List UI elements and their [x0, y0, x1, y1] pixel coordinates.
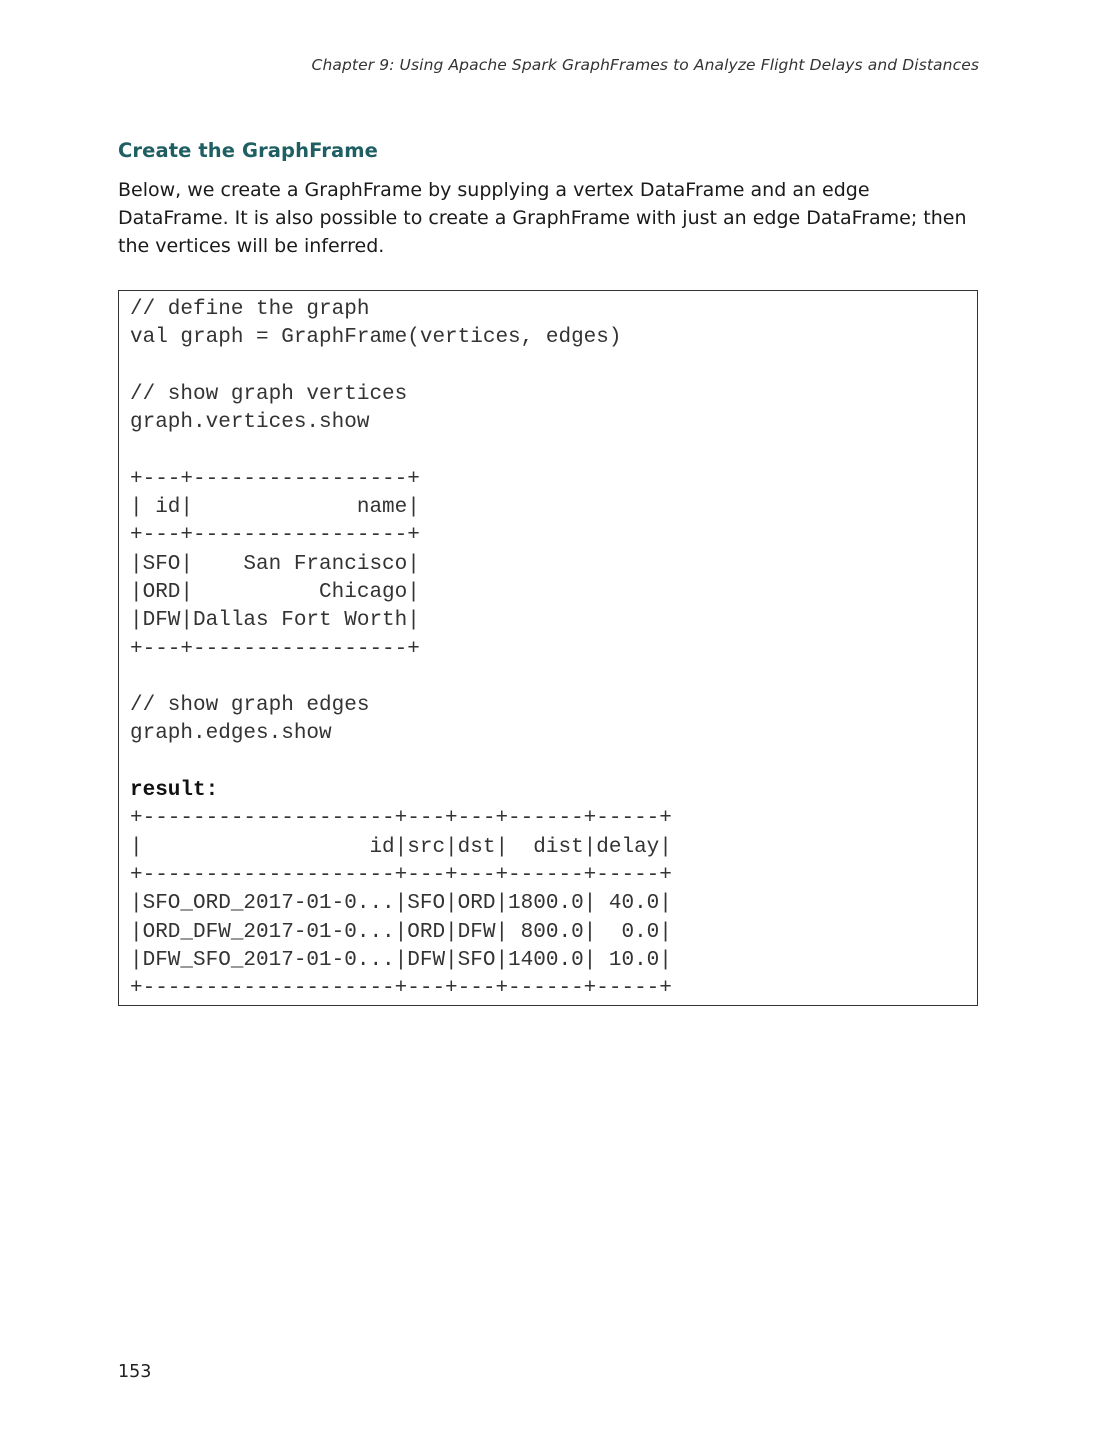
- code-line: +--------------------+---+---+------+-----+: [130, 863, 672, 887]
- body-paragraph: Below, we create a GraphFrame by supplying a vertex DataFrame and an edge DataFrame. It is also possible to create a GraphFrame with just an edge DataFrame; then the vertices will be inferred.: [118, 179, 967, 257]
- running-header: Chapter 9: Using Apache Spark GraphFrames to Analyze Flight Delays and Distances: [311, 56, 979, 74]
- code-line: graph.vertices.show: [130, 411, 370, 435]
- code-line: [130, 437, 672, 465]
- code-block: [118, 290, 978, 1006]
- code-line: | id|src|dst| dist|delay|: [130, 835, 672, 859]
- code-line: |ORD| Chicago|: [130, 580, 420, 604]
- code-line: [130, 353, 672, 381]
- page-number: 153: [118, 1362, 152, 1382]
- code-line: [130, 749, 672, 777]
- code-line: |DFW_SFO_2017-01-0...|DFW|SFO|1400.0| 10.0|: [130, 948, 672, 972]
- code-line: result:: [130, 779, 219, 803]
- code-line: |SFO_ORD_2017-01-0...|SFO|ORD|1800.0| 40.0|: [130, 892, 672, 916]
- code-line: +---+-----------------+: [130, 524, 420, 548]
- code-line: |DFW|Dallas Fort Worth|: [130, 609, 420, 633]
- code-line: +---+-----------------+: [130, 637, 420, 661]
- code-line: // show graph vertices: [130, 382, 408, 406]
- code-line: |ORD_DFW_2017-01-0...|ORD|DFW| 800.0| 0.0|: [130, 920, 672, 944]
- code-line: // show graph edges: [130, 694, 370, 718]
- code-line: |SFO| San Francisco|: [130, 552, 420, 576]
- code-lines: [130, 296, 672, 1003]
- code-line: +---+-----------------+: [130, 467, 420, 491]
- code-line: +--------------------+---+---+------+-----+: [130, 807, 672, 831]
- code-line: // define the graph: [130, 298, 370, 321]
- code-line: | id| name|: [130, 496, 420, 520]
- code-line: val graph = GraphFrame(vertices, edges): [130, 326, 622, 350]
- code-line: +--------------------+---+---+------+-----+: [130, 977, 672, 1001]
- code-line: [130, 664, 672, 692]
- section-heading: Create the GraphFrame: [118, 139, 378, 162]
- code-line: graph.edges.show: [130, 722, 332, 746]
